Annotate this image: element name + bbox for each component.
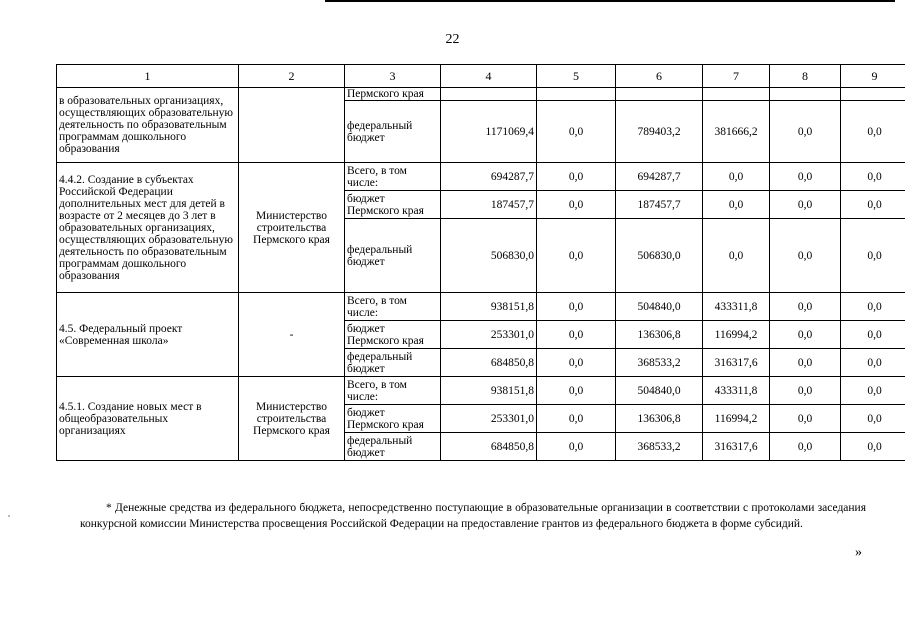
value-cell: 0,0 [841,321,905,349]
table-row [57,293,905,321]
value-cell: 0,0 [537,163,616,191]
value-cell: 0,0 [841,405,905,433]
column-header: 9 [841,65,905,88]
event-name-cell: 4.5.1. Создание новых мест в общеобразовательных организациях [57,377,239,461]
value-cell: 0,0 [841,433,905,461]
value-cell: 0,0 [770,101,841,163]
funding-source-cell: федеральный бюджет [345,101,441,163]
value-cell: 116994,2 [703,321,770,349]
value-cell: 0,0 [841,293,905,321]
value-cell: 504840,0 [616,377,703,405]
responsible-cell: Министерство строительства Пермского края [239,377,345,461]
value-cell: 1171069,4 [441,101,537,163]
value-cell: 381666,2 [703,101,770,163]
budget-table [56,64,905,461]
funding-source-cell: федеральный бюджет [345,433,441,461]
footnote-text: * Денежные средства из федерального бюджета, непосредственно поступающие в образовательные организации в соответствии с протоколами заседания конкурсной комиссии Министерства просвещения Российской Федерации на предоставление грантов из федерального бюджета в форме субсидий. [80,502,866,530]
page-number: 22 [445,32,460,47]
funding-source-cell: Пермского края [345,88,441,101]
funding-source-cell: Всего, в том числе: [345,377,441,405]
value-cell: 694287,7 [441,163,537,191]
value-cell: 116994,2 [703,405,770,433]
value-cell: 253301,0 [441,405,537,433]
value-cell: 433311,8 [703,377,770,405]
value-cell: 0,0 [537,433,616,461]
funding-source-cell: Всего, в том числе: [345,163,441,191]
header-row [57,65,905,88]
value-cell: 0,0 [537,293,616,321]
value-cell: 684850,8 [441,433,537,461]
value-cell: 187457,7 [616,191,703,219]
value-cell: 0,0 [770,219,841,293]
value-cell: 0,0 [537,101,616,163]
value-cell: 316317,6 [703,433,770,461]
column-header: 5 [537,65,616,88]
value-cell: 187457,7 [441,191,537,219]
value-cell: 0,0 [841,163,905,191]
column-header: 1 [57,65,239,88]
column-header: 3 [345,65,441,88]
value-cell: 938151,8 [441,377,537,405]
value-cell: 0,0 [841,349,905,377]
value-cell: 433311,8 [703,293,770,321]
funding-source-cell: бюджет Пермского края [345,405,441,433]
value-cell: 0,0 [703,163,770,191]
event-name-cell: в образовательных организациях, осуществляющих образовательную деятельность по образовательным программам дошкольного образования [57,88,239,163]
value-cell: 316317,6 [703,349,770,377]
value-cell: 0,0 [537,321,616,349]
funding-source-cell: Всего, в том числе: [345,293,441,321]
funding-source-cell: бюджет Пермского края [345,321,441,349]
value-cell: 0,0 [770,405,841,433]
funding-source-cell: федеральный бюджет [345,219,441,293]
table-row [57,377,905,405]
value-cell: 0,0 [770,293,841,321]
value-cell: 0,0 [537,219,616,293]
event-name-cell: 4.4.2. Создание в субъектах Российской Федерации дополнительных мест для детей в возрасте от 2 месяцев до 3 лет в образовательных организациях, осуществляющих образовательную деятельность по образовательным программам дошкольного образования [57,163,239,293]
responsible-cell: - [239,293,345,377]
value-cell: 0,0 [537,377,616,405]
value-cell [703,88,770,101]
value-cell: 504840,0 [616,293,703,321]
column-header: 2 [239,65,345,88]
value-cell: 0,0 [537,349,616,377]
value-cell: 684850,8 [441,349,537,377]
value-cell [616,88,703,101]
value-cell: 0,0 [770,349,841,377]
value-cell: 0,0 [703,191,770,219]
value-cell: 938151,8 [441,293,537,321]
value-cell: 253301,0 [441,321,537,349]
value-cell: 0,0 [770,433,841,461]
funding-source-cell: бюджет Пермского края [345,191,441,219]
responsible-cell [239,88,345,163]
footnote [80,500,866,532]
value-cell: 368533,2 [616,349,703,377]
top-rule [325,0,895,2]
table-row [57,88,905,101]
responsible-cell: Министерство строительства Пермского края [239,163,345,293]
value-cell: 368533,2 [616,433,703,461]
value-cell: 0,0 [537,405,616,433]
value-cell: 789403,2 [616,101,703,163]
scan-speck [8,515,10,517]
value-cell: 0,0 [770,377,841,405]
value-cell [441,88,537,101]
table-row [57,163,905,191]
value-cell: 506830,0 [616,219,703,293]
value-cell: 136306,8 [616,405,703,433]
closing-quote: » [855,545,862,560]
value-cell: 0,0 [703,219,770,293]
funding-source-cell: федеральный бюджет [345,349,441,377]
column-header: 6 [616,65,703,88]
value-cell: 0,0 [841,191,905,219]
value-cell: 506830,0 [441,219,537,293]
value-cell: 0,0 [841,219,905,293]
column-header: 7 [703,65,770,88]
value-cell: 0,0 [770,321,841,349]
column-header: 8 [770,65,841,88]
value-cell: 0,0 [537,191,616,219]
value-cell [770,88,841,101]
column-header: 4 [441,65,537,88]
value-cell [537,88,616,101]
value-cell: 694287,7 [616,163,703,191]
value-cell: 0,0 [841,101,905,163]
value-cell: 0,0 [770,191,841,219]
value-cell: 0,0 [841,377,905,405]
value-cell [841,88,905,101]
value-cell: 136306,8 [616,321,703,349]
event-name-cell: 4.5. Федеральный проект «Современная школа» [57,293,239,377]
value-cell: 0,0 [770,163,841,191]
